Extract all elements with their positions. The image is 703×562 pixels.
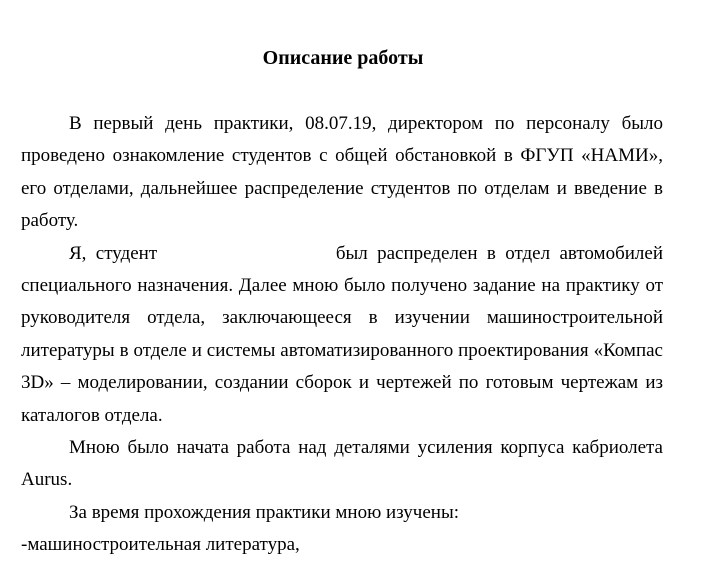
redacted-student-name — [167, 258, 327, 259]
document-body — [21, 108, 663, 562]
paragraph-first-day: В первый день практики, 08.07.19, директором по персоналу было проведено ознакомление студентов с общей обстановкой в ФГУП «НАМИ», его отделами, дальнейшее распределение студентов по отделам и введение в работу. — [21, 113, 663, 232]
paragraph-assignment — [21, 238, 663, 432]
paragraph-work-started: Мною было начата работа над деталями усиления корпуса кабриолета Aurus. — [21, 437, 663, 491]
list-item-literature: -машиностроительная литература, — [21, 534, 300, 556]
paragraph-studied-intro: За время прохождения практики мною изучены: — [69, 501, 459, 523]
assignment-intro-text: Я, студент — [69, 242, 158, 264]
document-title: Описание работы — [262, 47, 424, 69]
assignment-body-text: был распределен в отдел автомобилей специального назначения. Далее мною было получено задание на практику от руководителя отдела, заключающееся в изучении машиностроительной литературы в отделе и системы автоматизированного проектирования «Компас 3D» – моделировании, создании сборок и чертежей по готовым чертежам из каталогов отдела. — [21, 242, 664, 426]
